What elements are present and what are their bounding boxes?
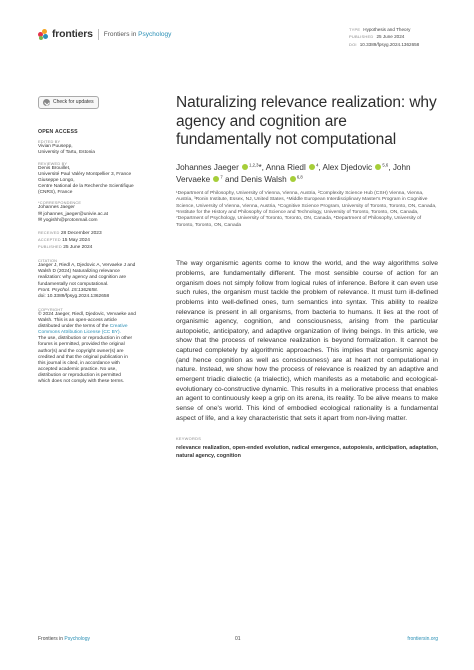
author-list: Johannes Jaeger $^{1,2,3}$*, Anna Riedl $^4$, Alex Djedovic $^{5,6}$, John Vervaeke $^7$ and Denis Walsh $^{6,8}$ bbox=[176, 162, 411, 185]
author[interactable]: Johannes Jaeger $^{1,2,3}$* bbox=[176, 162, 262, 172]
edited-by: Vivian Puusepp, University of Tartu, Estonia bbox=[38, 144, 95, 156]
article-meta bbox=[349, 26, 419, 48]
citation-label: CITATION bbox=[38, 258, 58, 264]
reviewed-by-label: REVIEWED BY bbox=[38, 160, 68, 166]
footer-journal: Frontiers in Psychology bbox=[38, 636, 90, 642]
email-link[interactable]: ✉ johannes_jaeger@univie.ac.at bbox=[38, 211, 108, 217]
email-icon: ✉ bbox=[38, 211, 44, 217]
email-icon: ✉ bbox=[38, 217, 44, 223]
keywords: relevance realization, open-ended evolution, radical emergence, autopoiesis, anticipation, adaptation, natural agency, cognition bbox=[176, 445, 438, 460]
header-divider bbox=[98, 29, 99, 40]
meta-type: TYPE Hypothesis and Theory bbox=[349, 27, 411, 32]
page-number: 01 bbox=[235, 636, 241, 642]
abstract: The way organismic agents come to know the world, and the way algorithms solve problems, are fundamentally different. The most sensible course of action for an organism does not simply follow from logical rules of inference. Before it can even use such rules, the organism must tackle the problem of relevance. It must turn ill-defined problems into well-defined ones, turn semantics into syntax. This ability to realize relevance is present in all organisms, from bacteria to humans. It lies at the root of organismic agency, cognition, and consciousness, arising from the particular autopoietic, anticipatory, and adaptive organization of living beings. In this article, we show that the process of relevance realization is beyond formalization. It cannot be captured completely by algorithmic approaches. This implies that organismic agency (and hence cognition as well as consciousness) are at heart not computational in nature. Instead, we show how the process of relevance is realized by an adaptive and emergent triadic dialectic (a trialectic), which manifests as a metabolic and ecological-evolutionary co-constructive dynamic. This results in a meliorative process that enables an agent to continuously keep a grip on its arena, its reality. To be alive means to make sense of one's world. This kind of embodied ecological rationality is a fundamental aspect of life, and a key characteristic that sets it apart from non-living matter. bbox=[176, 260, 438, 422]
check-updates-icon bbox=[43, 99, 50, 106]
received-date: RECEIVED 28 December 2023 bbox=[38, 229, 102, 236]
edited-by-label: EDITED BY bbox=[38, 139, 61, 145]
author[interactable]: Alex Djedovic $^{5,6}$ bbox=[322, 162, 389, 172]
license-link[interactable]: Creative bbox=[109, 324, 128, 330]
check-for-updates-button[interactable] bbox=[38, 96, 99, 109]
reviewed-by: Denis Brouillet, Université Paul Valéry Montpellier 3, France Giuseppe Longo, Centre National de la Recherche Scientifique (CNRS), France bbox=[38, 165, 134, 196]
orcid-icon[interactable] bbox=[290, 176, 296, 182]
accepted-date: ACCEPTED 15 May 2024 bbox=[38, 236, 90, 243]
article-title: Naturalizing relevance realization: why agency and cognition are fundamentally not computational bbox=[176, 94, 437, 149]
copyright: © 2024 Jaeger, Riedl, Djedovic, Vervaeke and Walsh. This is an open-access article distributed under the terms of the Creative Commons Attribution License (CC BY). The use, distribution or reproduction in other forums is permitted, provided the original author(s) and the copyright owner(s) are credited and that the original publication in this journal is cited, in accordance with accepted academic practice. No use, distribution or reproduction is permitted which does not comply with these terms. bbox=[38, 312, 156, 385]
journal-name[interactable] bbox=[104, 31, 172, 38]
copyright-label: COPYRIGHT bbox=[38, 306, 63, 312]
check-updates-label: Check for updates bbox=[53, 99, 94, 106]
orcid-icon[interactable] bbox=[375, 164, 381, 170]
dates bbox=[38, 230, 156, 251]
page-header bbox=[38, 26, 438, 56]
logo-text: frontiers bbox=[52, 28, 93, 40]
frontiers-logo-icon bbox=[38, 29, 49, 40]
journal-prefix: Frontiers in bbox=[103, 30, 139, 38]
correspondence: Johannes Jaeger ✉ johannes_jaeger@univie.ac.at ✉ yogishh@protonmail.com bbox=[38, 205, 156, 223]
orcid-icon[interactable] bbox=[309, 164, 315, 170]
meta-doi: DOI 10.3389/fpsyg.2024.1362658 bbox=[349, 41, 420, 47]
keywords-label: KEYWORDS bbox=[176, 436, 202, 442]
email-link[interactable]: ✉ yogishh@protonmail.com bbox=[38, 217, 98, 223]
orcid-icon[interactable] bbox=[213, 176, 219, 182]
correspondence-label: *CORRESPONDENCE bbox=[38, 200, 82, 206]
author[interactable]: Denis Walsh $^{6,8}$ bbox=[240, 174, 303, 185]
footer-site-link[interactable]: frontiersin.org bbox=[407, 636, 438, 642]
citation: Jaeger J, Riedl A, Djedovic A, Vervaeke J and Walsh D (2024) Naturalizing relevance realization: why agency and cognition are fundamentally not computational. Front. Psychol. 15:1362658. doi: 10.3389/fpsyg.2024.1362658 bbox=[38, 263, 136, 299]
published-date: PUBLISHED 25 June 2024 bbox=[38, 243, 93, 250]
article-main bbox=[176, 94, 438, 461]
journal-accent: Psychology bbox=[138, 30, 172, 38]
author[interactable]: Anna Riedl $^4$ bbox=[265, 162, 319, 172]
meta-published: PUBLISHED 25 June 2024 bbox=[349, 34, 405, 40]
open-access-label: OPEN ACCESS bbox=[38, 129, 78, 136]
license-link[interactable]: Commons Attribution License (CC BY). bbox=[38, 330, 121, 336]
article-sidebar bbox=[38, 96, 156, 385]
frontiers-logo[interactable] bbox=[38, 28, 171, 40]
author[interactable]: John Vervaeke $^7$ bbox=[176, 162, 411, 185]
affiliations: ¹Department of Philosophy, University of Vienna, Vienna, Austria, ²Complexity Science Hub (CSH) Vienna, Vienna, Austria, ³Ronin Institute, Essex, NJ, United States, ⁴Middle European Interdisciplinary Master's Program in Cognitive Science, University of Vienna, Vienna, Austria, ⁵Cognitive Science Program, University of Toronto, Toronto, ON, Canada, ⁶Institute for the History and Philosophy of Science and Technology, University of Toronto, Toronto, ON, Canada, ⁷Department of Psychology, University of Toronto, Toronto, ON, Canada, ⁸Department of Philosophy, University of Toronto, Toronto, ON, Canada bbox=[176, 190, 437, 228]
orcid-icon[interactable] bbox=[242, 164, 248, 170]
